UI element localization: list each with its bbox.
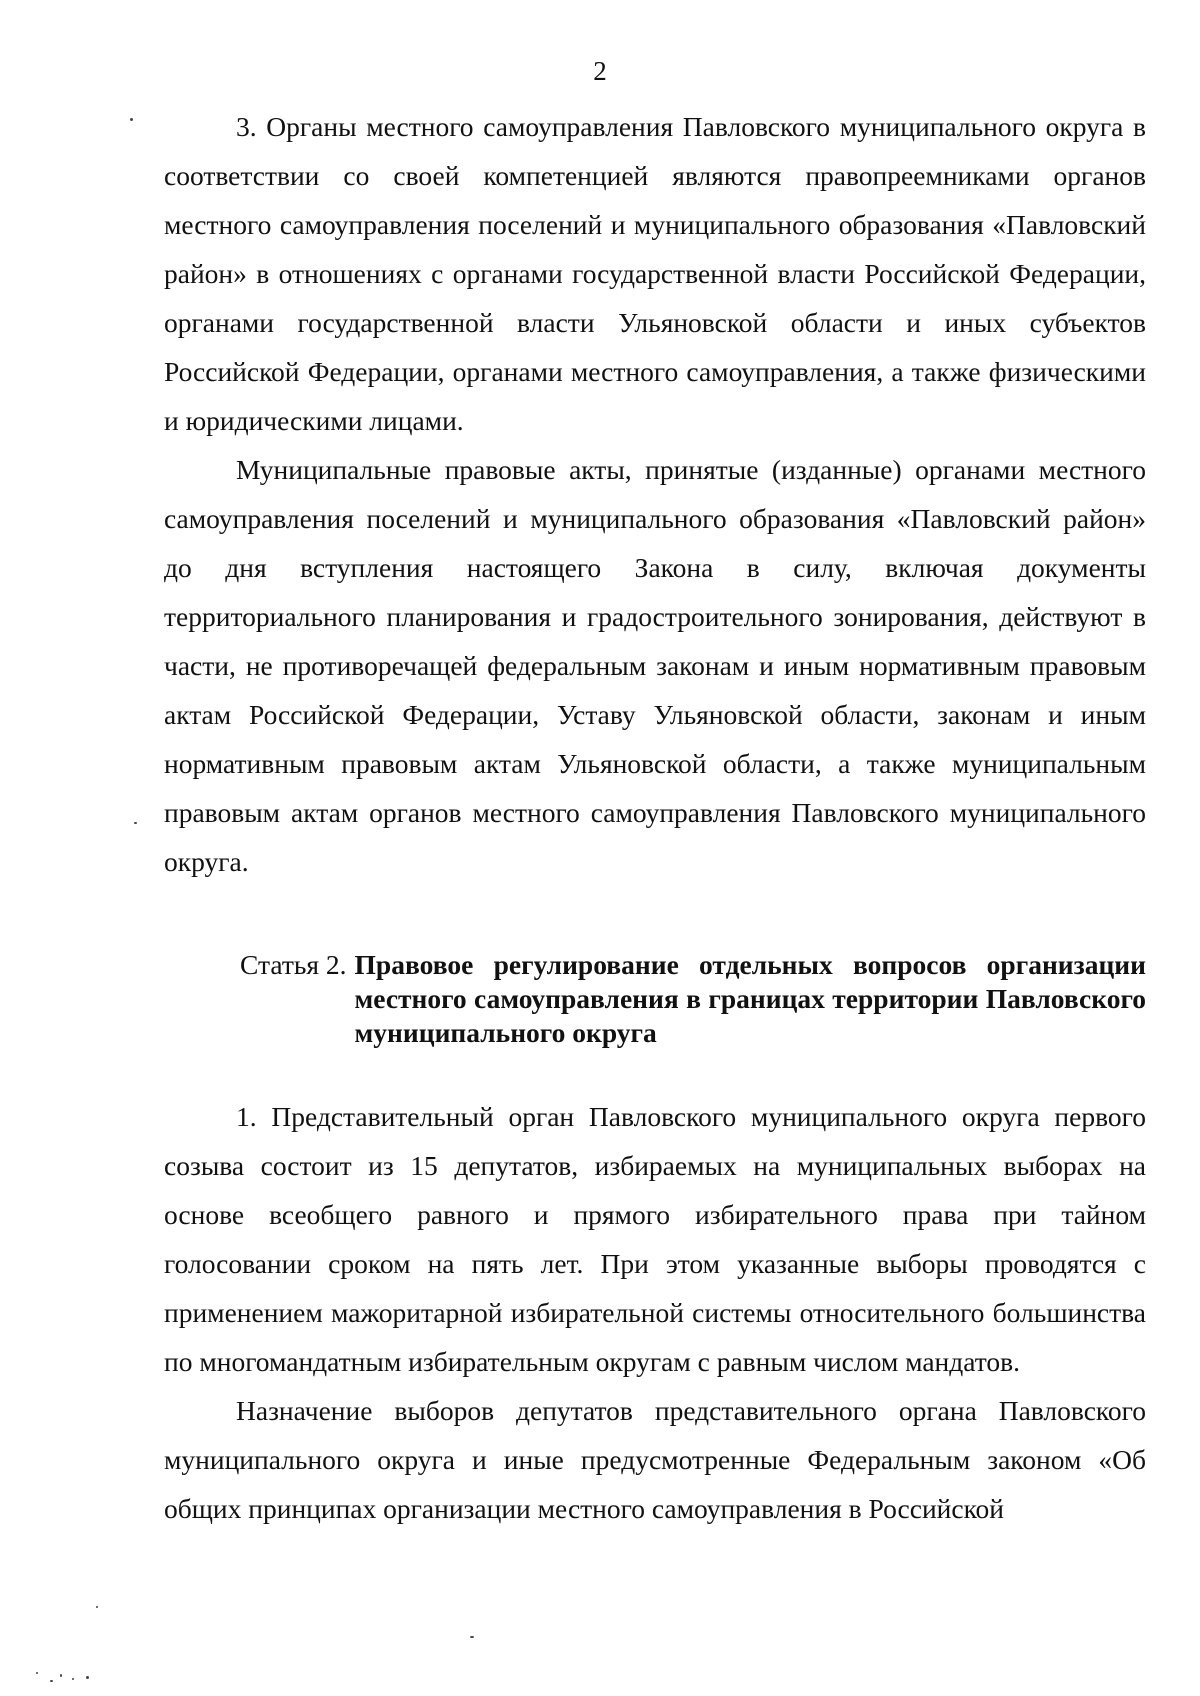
scan-speck: [72, 1678, 74, 1680]
scan-speck: [96, 1606, 98, 1608]
scan-speck: [86, 1676, 89, 1679]
scan-speck: [130, 118, 133, 121]
scan-speck: [36, 1672, 38, 1674]
article-title: Правовое регулирование отдельных вопросов организации местного самоуправления в границах территории Павловского муниципального округа: [354, 949, 1146, 1048]
scan-speck: [60, 1674, 62, 1677]
scan-speck: [470, 1636, 474, 1638]
paragraph-3-successors: 3. Органы местного самоуправления Павловского муниципального округа в соответствии со своей компетенцией являются правопреемниками органов местного самоуправления поселений и муниципального образования «Павловский район» в отношениях с органами государственной власти Российской Федерации, органами государственной власти Ульяновской области и иных субъектов Российской Федерации, органами местного самоуправления, а также физическими и юридическими лицами.: [164, 111, 1146, 436]
paragraph-municipal-acts: Муниципальные правовые акты, принятые (изданные) органами местного самоуправления поселений и муниципального образования «Павловский район» до дня вступления настоящего Закона в силу, включая документы территориального планирования и градостроительного зонирования, действуют в части, не противоречащей федеральным законам и иным нормативным правовым актам Российской Федерации, Уставу Ульяновской области, законам и иным нормативным правовым актам Ульяновской области, а также муниципальным правовым актам органов местного самоуправления Павловского муниципального округа.: [164, 454, 1146, 877]
paragraph-elections-appointment: Назначение выборов депутатов представительного органа Павловского муниципального округа и иные предусмотренные Федеральным законом «Об общих принципах организации местного самоуправления в Российской: [164, 1395, 1146, 1524]
document-body: [164, 102, 1146, 1533]
page-number: 2: [593, 56, 607, 86]
paragraph-1-representative-body: 1. Представительный орган Павловского муниципального округа первого созыва состоит из 15 депутатов, избираемых на муниципальных выборах на основе всеобщего равного и прямого избирательного права при тайном голосовании сроком на пять лет. При этом указанные выборы проводятся с применением мажоритарной избирательной системы относительного большинства по многомандатным избирательным округам с равным числом мандатов.: [164, 1101, 1146, 1377]
scan-speck: [50, 1680, 53, 1682]
article-label: Статья 2.: [240, 949, 347, 980]
article-heading: [240, 948, 1146, 1050]
scan-speck: [134, 822, 137, 824]
